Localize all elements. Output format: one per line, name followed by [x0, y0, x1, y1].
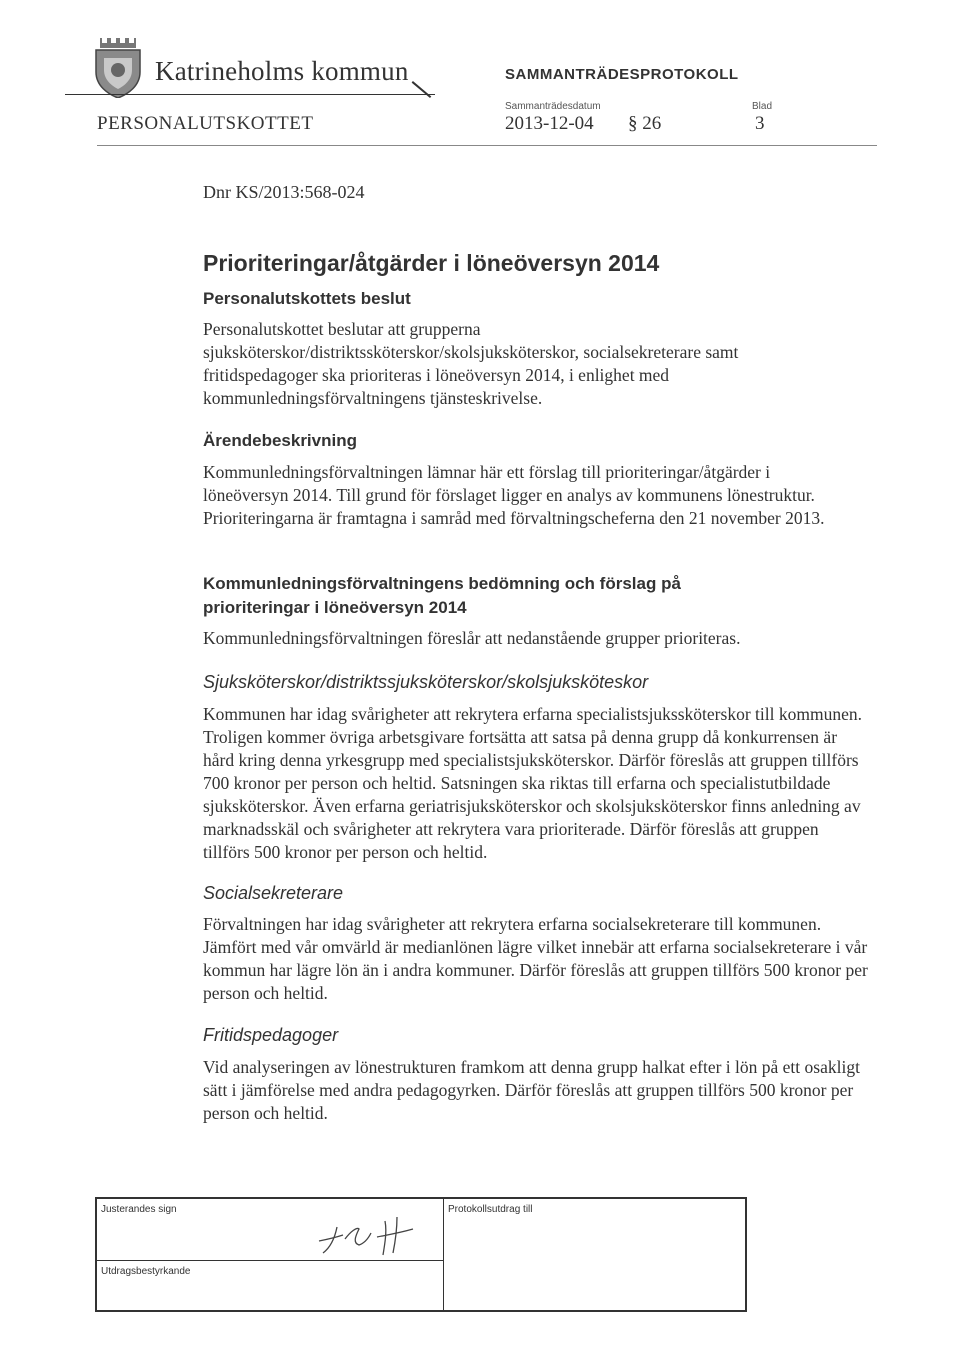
signature-initials-icon — [315, 1209, 425, 1261]
document-title: Prioriteringar/åtgärder i löneöversyn 2014 — [203, 250, 660, 276]
header-divider — [97, 145, 877, 146]
document-type: SAMMANTRÄDESPROTOKOLL — [505, 66, 739, 83]
group-text-nurses: Kommunen har idag svårigheter att rekrytera erfarna specialistsjukssköterskor till kommunen. Troligen kommer övriga arbetsgivare fortsätta att satsa på denna grupp då konkurrensen är hård kring denna yrkesgrupp med specialistsjuksköterskor. Därför föreslås att gruppen tillförs 700 kronor per person och heltid. Satsningen ska riktas till erfarna och specialistutbildade sjuksköterskor. Även erfarna geriatrisjuksköterskor och skolsjuksköterskor finns anledning av marknadsskäl och svårigheter att rekrytera vara prioriterade. Därför föreslås att gruppen tillförs 500 kronor per person och heltid. — [203, 704, 862, 862]
assessment-heading-line-1: Kommunledningsförvaltningens bedömning och förslag på — [203, 574, 681, 593]
case-description-text: Kommunledningsförvaltningen lämnar här ett förslag till prioriteringar/åtgärder i löneöversyn 2014. Till grund för förslaget ligger en analys av kommunens lönestruktur. Prioriteringarna är framtagna i samråd med förvaltningscheferna den 21 november 2013. — [203, 462, 825, 528]
decision-text: Personalutskottet beslutar att grupperna sjuksköterskor/distriktssköterskor/skolsjuksköterskor, socialsekreterare samt fritidspedagoger ska prioriteras i löneöversyn 2014, i enlighet med kommunledningsförvaltningens tjänsteskrivelse. — [203, 319, 739, 408]
protokollsutdrag-label: Protokollsutdrag till — [448, 1204, 533, 1215]
header-underline — [65, 94, 435, 95]
meeting-date: 2013-12-04 — [505, 113, 594, 134]
municipality-name: Katrineholms kommun — [155, 56, 409, 86]
group-heading-nurses: Sjuksköterskor/distriktssjuksköterskor/skolsjuksköteskor — [203, 672, 649, 692]
utdragsbestyrkande-cell — [96, 1260, 444, 1311]
group-text-leisure-educators: Vid analyseringen av lönestrukturen framkom att denna grupp halkat efter i lön på ett osakligt sätt i jämförelse med andra pedagogyrken. Därför föreslås att gruppen tillförs 500 kronor per person och heltid. — [203, 1057, 860, 1123]
assessment-heading-line-2: prioriteringar i löneöversyn 2014 — [203, 598, 467, 617]
decision-heading: Personalutskottets beslut — [203, 289, 411, 308]
case-description-heading: Ärendebeskrivning — [203, 431, 357, 450]
protokollsutdrag-cell — [443, 1198, 746, 1311]
justerandes-sign-cell — [96, 1198, 444, 1261]
signature-table — [95, 1197, 747, 1312]
group-heading-leisure-educators: Fritidspedagoger — [203, 1025, 339, 1045]
assessment-text: Kommunledningsförvaltningen föreslår att nedanstående grupper prioriteras. — [203, 628, 741, 648]
header-slash-mark — [412, 81, 432, 98]
meeting-date-label: Sammanträdesdatum — [505, 101, 601, 112]
page-label: Blad — [752, 101, 773, 112]
case-number: Dnr KS/2013:568-024 — [203, 182, 365, 202]
utdragsbestyrkande-label: Utdragsbestyrkande — [101, 1266, 191, 1277]
paragraph-number: § 26 — [628, 113, 662, 134]
page-number: 3 — [755, 113, 765, 134]
group-text-social-workers: Förvaltningen har idag svårigheter att rekrytera erfarna socialsekreterare till kommunen. Jämfört med vår omvärld är medianlönen lägre vilket innebär att erfarna socialsekreterare i vår kommun har lägre lön än i andra kommuner. Därför föreslås att gruppen tillförs 500 kronor per person och heltid. — [203, 914, 868, 1003]
unit-name: PERSONALUTSKOTTET — [97, 113, 314, 134]
municipality-crest-icon — [92, 38, 144, 98]
group-heading-social-workers: Socialsekreterare — [203, 883, 344, 903]
justerandes-sign-label: Justerandes sign — [101, 1204, 177, 1215]
